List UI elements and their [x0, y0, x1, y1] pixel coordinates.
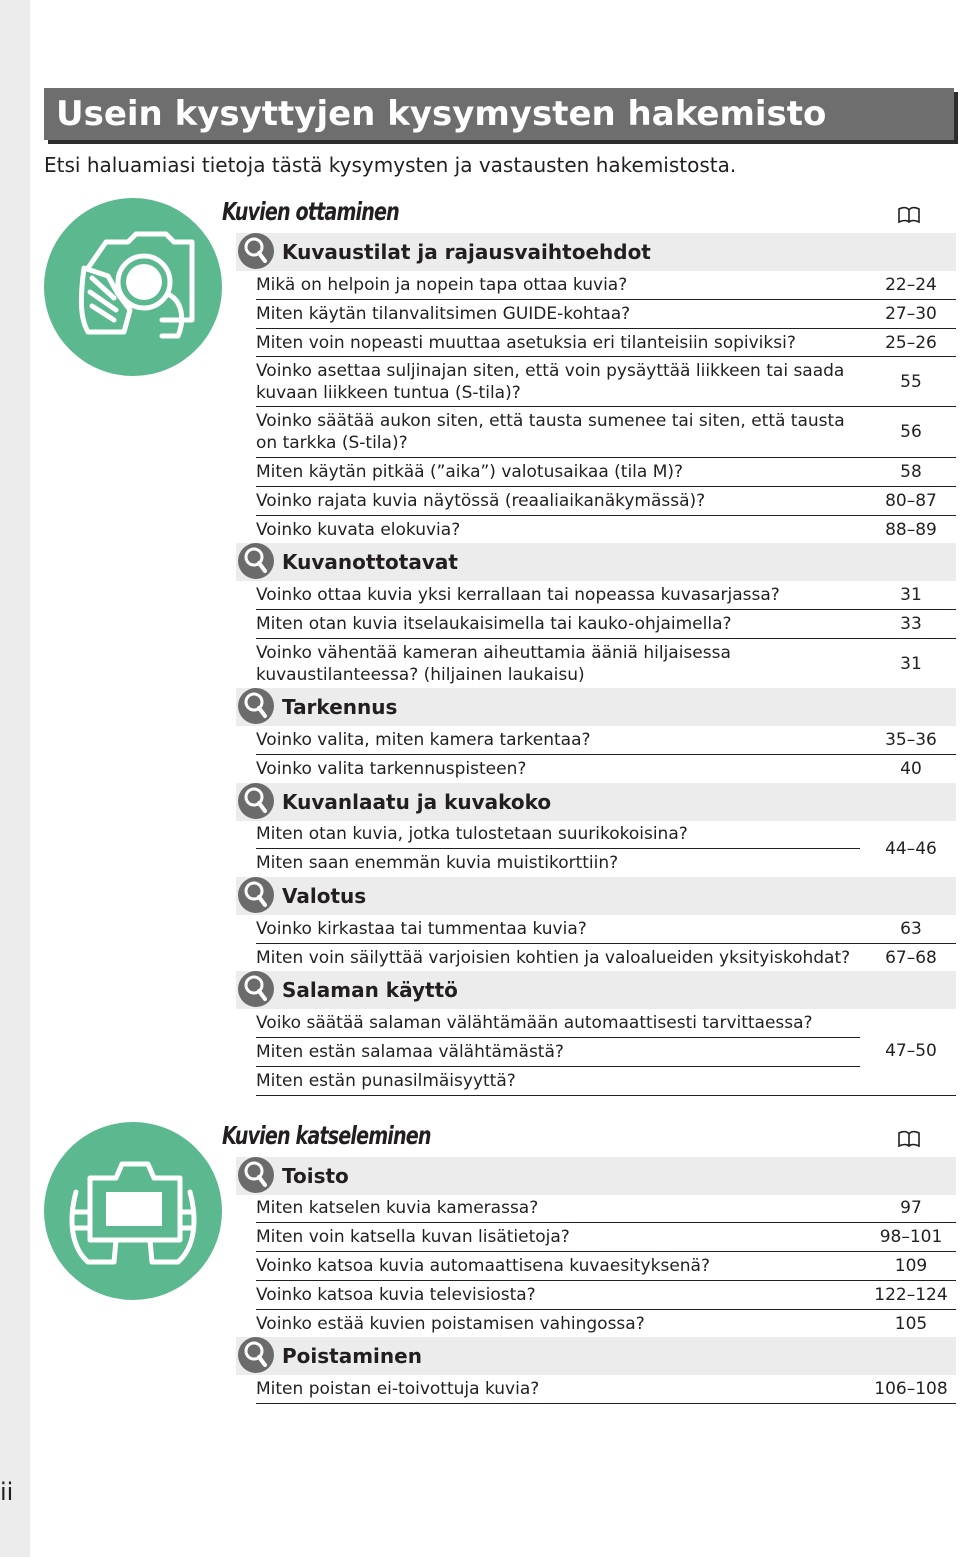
- faq-row[interactable]: [256, 821, 956, 848]
- faq-question: Voinko kuvata elokuvia?: [256, 520, 461, 540]
- faq-question: Miten poistan ei-toivottuja kuvia?: [256, 1379, 540, 1399]
- faq-row[interactable]: [256, 358, 956, 407]
- faq-question: Miten estän salamaa välähtämästä?: [256, 1042, 564, 1062]
- faq-question: Voinko asettaa suljinajan siten, että voin pysäyttää liikkeen tai saada kuvaan liikkeen tuntua (S-tila)?: [256, 361, 845, 403]
- faq-question: Voinko katsoa kuvia televisiosta?: [256, 1285, 536, 1305]
- faq-page-ref[interactable]: 56: [900, 422, 922, 442]
- faq-page-ref[interactable]: 122–124: [874, 1285, 948, 1305]
- category-header-playback: [236, 1157, 956, 1195]
- faq-page-ref[interactable]: 25–26: [885, 333, 937, 353]
- faq-question: Miten otan kuvia itselaukaisimella tai kauko-ohjaimella?: [256, 614, 732, 634]
- faq-row[interactable]: [256, 1376, 956, 1404]
- page-margin-strip: [0, 0, 30, 1557]
- faq-question: Miten voin nopeasti muuttaa asetuksia eri tilanteisiin sopiviksi?: [256, 333, 796, 353]
- category-label: Kuvanlaatu ja kuvakoko: [282, 790, 552, 814]
- faq-question: Voinko estää kuvien poistamisen vahingossa?: [256, 1314, 645, 1334]
- faq-row[interactable]: [256, 1282, 956, 1310]
- faq-page-ref[interactable]: 98–101: [879, 1227, 943, 1247]
- category-header-focus: [236, 688, 956, 726]
- magnifier-icon: [238, 543, 274, 579]
- magnifier-icon: [238, 1157, 274, 1193]
- faq-page-ref[interactable]: 106–108: [874, 1379, 948, 1399]
- faq-question: Voinko ottaa kuvia yksi kerrallaan tai nopeassa kuvasarjassa?: [256, 585, 780, 605]
- page-title: Usein kysyttyjen kysymysten hakemisto: [56, 94, 827, 134]
- magnifier-icon: [238, 783, 274, 819]
- faq-question: Miten käytän pitkää (”aika”) valotusaikaa (tila M)?: [256, 462, 684, 482]
- faq-page-ref[interactable]: 47–50: [885, 1041, 937, 1061]
- magnifier-icon: [238, 971, 274, 1007]
- faq-question: Voinko rajata kuvia näytössä (reaaliaikanäkymässä)?: [256, 491, 706, 511]
- faq-page-ref[interactable]: 40: [900, 759, 922, 779]
- category-label: Salaman käyttö: [282, 978, 458, 1002]
- section-title-taking: Kuvien ottaminen: [222, 197, 399, 226]
- category-header-image-quality: [236, 783, 956, 821]
- category-header-shooting-modes: [236, 233, 956, 271]
- camera-hands-icon: [44, 198, 222, 376]
- faq-question: Miten estän punasilmäisyyttä?: [256, 1071, 516, 1091]
- faq-row[interactable]: [256, 916, 956, 944]
- faq-row[interactable]: [256, 459, 956, 487]
- faq-row[interactable]: [256, 850, 956, 877]
- faq-question: Miten käytän tilanvalitsimen GUIDE-kohtaa?: [256, 304, 631, 324]
- faq-row[interactable]: [256, 488, 956, 516]
- faq-row[interactable]: [256, 582, 956, 610]
- category-label: Valotus: [282, 884, 367, 908]
- row-divider: [256, 1037, 860, 1038]
- category-label: Kuvaustilat ja rajausvaihtoehdot: [282, 240, 651, 264]
- faq-row[interactable]: [256, 408, 956, 458]
- magnifier-icon: [238, 877, 274, 913]
- faq-page-ref[interactable]: 44–46: [885, 839, 937, 859]
- faq-question: Voiko säätää salaman välähtämään automaattisesti tarvittaessa?: [256, 1013, 813, 1033]
- category-header-flash: [236, 971, 956, 1009]
- camera-back-hands-icon: [44, 1122, 222, 1300]
- faq-question: Mikä on helpoin ja nopein tapa ottaa kuvia?: [256, 275, 628, 295]
- category-header-deleting: [236, 1337, 956, 1375]
- faq-page-ref[interactable]: 55: [900, 372, 922, 392]
- faq-row[interactable]: [256, 300, 956, 329]
- faq-row[interactable]: [256, 1311, 956, 1338]
- intro-text: Etsi haluamiasi tietoja tästä kysymysten ja vastausten hakemistosta.: [44, 153, 737, 177]
- magnifier-icon: [238, 688, 274, 724]
- faq-row[interactable]: [256, 1224, 956, 1252]
- row-divider: [256, 1066, 860, 1067]
- category-label: Tarkennus: [282, 695, 398, 719]
- faq-page-ref[interactable]: 22–24: [885, 275, 937, 295]
- title-banner: [44, 88, 954, 140]
- magnifier-icon: [238, 233, 274, 269]
- faq-row[interactable]: [256, 1039, 956, 1066]
- faq-question: Miten otan kuvia, jotka tulostetaan suurikokoisina?: [256, 824, 688, 844]
- faq-page-ref[interactable]: 88–89: [885, 520, 937, 540]
- faq-page-ref[interactable]: 105: [894, 1314, 928, 1334]
- faq-page-ref[interactable]: 97: [900, 1198, 922, 1218]
- faq-question: Voinko säätää aukon siten, että tausta sumenee tai siten, että tausta on tarkka (S-tila)?: [256, 411, 845, 453]
- faq-question: Miten voin säilyttää varjoisien kohtien ja valoalueiden yksityiskohdat?: [256, 948, 851, 968]
- book-icon: [898, 1130, 920, 1148]
- faq-question: Miten saan enemmän kuvia muistikorttiin?: [256, 853, 619, 873]
- page-number: ii: [0, 1478, 14, 1506]
- faq-page-ref[interactable]: 33: [900, 614, 922, 634]
- faq-row[interactable]: [256, 1010, 956, 1037]
- faq-row[interactable]: [256, 329, 956, 357]
- faq-page-ref[interactable]: 27–30: [885, 304, 937, 324]
- section-title-viewing: Kuvien katseleminen: [222, 1121, 431, 1150]
- faq-question: Miten voin katsella kuvan lisätietoja?: [256, 1227, 570, 1247]
- row-divider: [256, 848, 860, 849]
- faq-page-ref[interactable]: 58: [900, 462, 922, 482]
- faq-row[interactable]: [256, 271, 956, 300]
- faq-page-ref[interactable]: 35–36: [885, 730, 937, 750]
- category-label: Poistaminen: [282, 1344, 422, 1368]
- category-header-release-modes: [236, 543, 956, 581]
- faq-question: Voinko valita, miten kamera tarkentaa?: [256, 730, 591, 750]
- book-icon: [898, 206, 920, 224]
- magnifier-icon: [238, 1337, 274, 1373]
- faq-row[interactable]: [256, 756, 956, 783]
- faq-row[interactable]: [256, 640, 956, 688]
- category-label: Toisto: [282, 1164, 349, 1188]
- faq-row[interactable]: [256, 945, 956, 972]
- faq-question: Miten katselen kuvia kamerassa?: [256, 1198, 539, 1218]
- faq-row[interactable]: [256, 1253, 956, 1281]
- faq-question: Voinko katsoa kuvia automaattisena kuvaesityksenä?: [256, 1256, 710, 1276]
- faq-row[interactable]: [256, 727, 956, 755]
- faq-page-ref[interactable]: 63: [900, 919, 922, 939]
- faq-question: Voinko kirkastaa tai tummentaa kuvia?: [256, 919, 587, 939]
- faq-page-ref[interactable]: 109: [894, 1256, 928, 1276]
- category-label: Kuvanottotavat: [282, 550, 458, 574]
- faq-row[interactable]: [256, 611, 956, 639]
- faq-row[interactable]: [256, 1195, 956, 1223]
- faq-page-ref[interactable]: 31: [900, 585, 922, 605]
- faq-page-ref[interactable]: 80–87: [885, 491, 937, 511]
- faq-page-ref[interactable]: 31: [900, 654, 922, 674]
- faq-question: Voinko valita tarkennuspisteen?: [256, 759, 527, 779]
- faq-page-ref[interactable]: 67–68: [885, 948, 937, 968]
- faq-question: Voinko vähentää kameran aiheuttamia ääniä hiljaisessa kuvaustilanteessa? (hiljainen laukaisu): [256, 643, 731, 685]
- faq-row[interactable]: [256, 517, 956, 544]
- category-header-exposure: [236, 877, 956, 915]
- faq-row[interactable]: [256, 1068, 956, 1096]
